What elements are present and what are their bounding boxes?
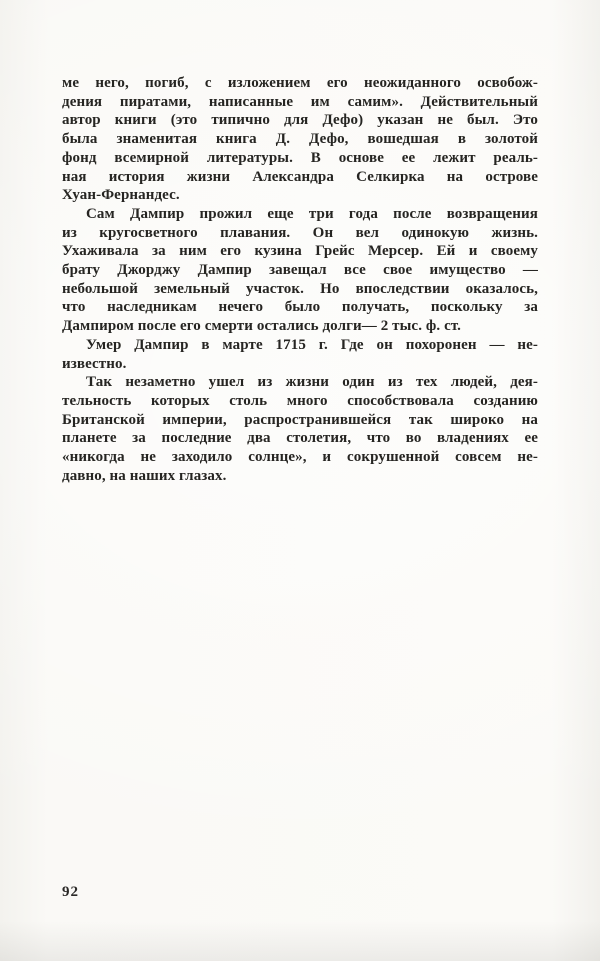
text-line: Дампиром после его смерти остались долги— 2 тыс. ф. ст. [62, 318, 462, 335]
text-line: брату Джорджу Дампир завещал все свое имущество — [62, 262, 538, 279]
text-line: Британской империи, распространившейся так широко на [62, 411, 538, 428]
text-line: дения пиратами, написанные им самим». Действительный [62, 93, 538, 110]
text-line: фонд всемирной литературы. В основе ее лежит реаль- [62, 149, 538, 166]
text-line: небольшой земельный участок. Но впоследствии оказалось, [62, 280, 538, 297]
text-line: ная история жизни Александра Селкирка на острове [62, 168, 538, 185]
scan-shade [0, 921, 600, 961]
text-line: давно, на наших глазах. [62, 467, 227, 484]
text-line: планете за последние два столетия, что во владениях ее [62, 430, 538, 447]
text-line: автор книги (это типично для Дефо) указан не был. Это [62, 112, 538, 129]
text-line: была знаменитая книга Д. Дефо, вошедшая в золотой [62, 131, 538, 148]
page-number: 92 [62, 884, 79, 900]
text-line: «никогда не заходило солнце», и сокрушенной совсем не- [62, 449, 538, 466]
text-line: ме него, погиб, с изложением его неожиданного освобож- [62, 75, 538, 91]
text-line: известно. [62, 355, 127, 372]
text-line: из кругосветного плавания. Он вел одинокую жизнь. [62, 224, 538, 241]
text-line: Умер Дампир в марте 1715 г. Где он похоронен — не- [86, 336, 538, 353]
text-line: что наследникам нечего было получать, поскольку за [62, 299, 538, 316]
text-line: Хуан-Фернандес. [62, 187, 180, 204]
page-text-block [62, 74, 538, 485]
text-line: тельность которых столь много способствовала созданию [62, 392, 538, 409]
text-line: Ухаживала за ним его кузина Грейс Мерсер. Ей и своему [62, 243, 538, 260]
text-line: Так незаметно ушел из жизни один из тех людей, дея- [86, 374, 538, 391]
text-line: Сам Дампир прожил еще три года после возвращения [86, 205, 538, 222]
